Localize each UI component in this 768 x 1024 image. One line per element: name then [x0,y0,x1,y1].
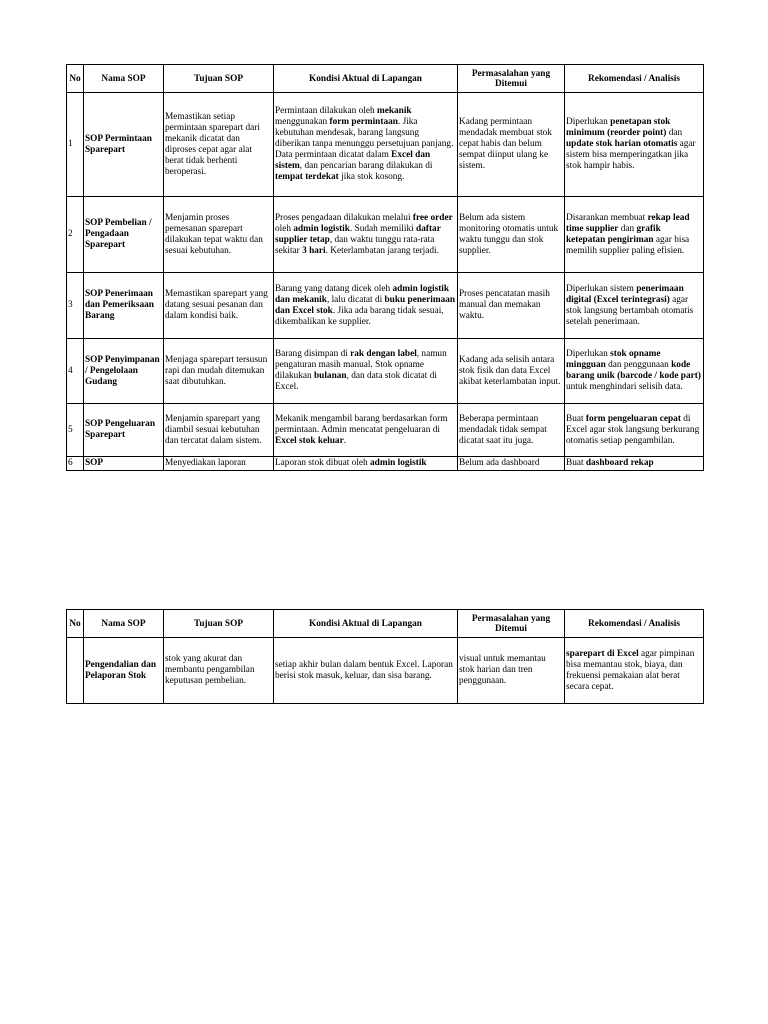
header-kondisi-aktual: Kondisi Aktual di Lapangan [274,65,458,93]
header-tujuan-sop: Tujuan SOP [164,610,274,638]
emphasis-text: mekanik [376,106,412,116]
table-row [67,197,704,273]
header-permasalahan: Permasalahan yang Ditemui [458,610,565,638]
cell-kondisi: Barang yang datang dicek oleh admin logistik dan mekanik, lalu dicatat di buku penerimaan dan Excel stok. Jika ada barang tidak sesuai, dikembalikan ke supplier. [274,273,458,339]
table-row [67,638,704,704]
cell-permasalahan: Belum ada dashboard [458,457,565,471]
cell-rekomendasi: Disarankan membuat rekap lead time supplier dan grafik ketepatan pengiriman agar bisa memilih supplier paling efisien. [565,197,704,273]
cell-kondisi: Mekanik mengambil barang berdasarkan form permintaan. Admin mencatat pengeluaran di Excel stok keluar. [274,404,458,457]
cell-nama-sop: SOP Pengeluaran Sparepart [84,404,164,457]
emphasis-text: admin logistik [293,223,350,234]
table-row [67,93,704,197]
cell-nama-sop: SOP Pembelian / Pengadaan Sparepart [84,197,164,273]
cell-tujuan: stok yang akurat dan membantu pengambilan keputusan pembelian. [164,638,274,704]
emphasis-text: free order [412,212,453,223]
cell-nama-sop: Pengendalian dan Pelaporan Stok [84,638,164,704]
cell-no: 2 [67,197,84,273]
cell-no [67,638,84,704]
cell-rekomendasi: Buat form pengeluaran cepat di Excel agar stok langsung berkurang otomatis setiap pengambilan. [565,404,704,457]
emphasis-text: form pengeluaran cepat [585,413,681,424]
header-tujuan-sop: Tujuan SOP [164,65,274,93]
cell-no: 3 [67,273,84,339]
cell-nama-sop: SOP [84,457,164,471]
header-no: No [67,610,84,638]
header-rekomendasi: Rekomendasi / Analisis [565,65,704,93]
emphasis-text: buku penerimaan dan Excel stok [275,294,456,316]
emphasis-text: sparepart di Excel [566,648,639,659]
emphasis-text: form permintaan [329,117,398,127]
cell-nama-sop: SOP Penerimaan dan Pemeriksaan Barang [84,273,164,339]
header-no: No [67,65,84,93]
emphasis-text: penerimaan digital (Excel terintegrasi) [566,283,684,305]
emphasis-text: tempat terdekat [275,172,339,182]
cell-permasalahan: Belum ada sistem monitoring otomatis untuk waktu tunggu dan stok supplier. [458,197,565,273]
header-nama-sop: Nama SOP [84,610,164,638]
emphasis-text: Excel dan sistem [275,150,431,171]
cell-permasalahan: visual untuk memantau stok harian dan tren penggunaan. [458,638,565,704]
cell-rekomendasi: Diperlukan penetapan stok minimum (reorder point) dan update stok harian otomatis agar sistem bisa memperingatkan jika stok hampir habis. [565,93,704,197]
cell-no: 6 [67,457,84,471]
table-row [67,404,704,457]
cell-kondisi: Proses pengadaan dilakukan melalui free order oleh admin logistik. Sudah memiliki daftar supplier tetap, dan waktu tunggu rata-rata sekitar 3 hari. Keterlambatan jarang terjadi. [274,197,458,273]
cell-tujuan: Menyediakan laporan [164,457,274,471]
emphasis-text: daftar supplier tetap [275,223,441,245]
cell-no: 4 [67,339,84,404]
cell-rekomendasi: Diperlukan stok opname mingguan dan penggunaan kode barang unik (barcode / kode part) untuk menghindari selisih data. [565,339,704,404]
cell-rekomendasi: Diperlukan sistem penerimaan digital (Excel terintegrasi) agar stok langsung bertambah otomatis setelah penerimaan. [565,273,704,339]
emphasis-text: penetapan stok minimum (reorder point) [566,117,671,138]
cell-tujuan: Menjaga sparepart tersusun rapi dan mudah ditemukan saat dibutuhkan. [164,339,274,404]
table-row [67,273,704,339]
emphasis-text: dashboard rekap [585,458,654,468]
emphasis-text: grafik ketepatan pengiriman [566,223,661,245]
cell-permasalahan: Beberapa permintaan mendadak tidak sempat dicatat saat itu juga. [458,404,565,457]
cell-tujuan: Menjamin sparepart yang diambil sesuai kebutuhan dan tercatat dalam sistem. [164,404,274,457]
emphasis-text: bulanan [314,371,347,381]
emphasis-text: Excel stok keluar [275,435,344,446]
cell-permasalahan: Kadang permintaan mendadak membuat stok cepat habis dan belum sempat diinput ulang ke sistem. [458,93,565,197]
table-header-row [67,65,704,93]
emphasis-text: admin logistik [370,458,427,468]
cell-kondisi: Barang disimpan di rak dengan label, namun pengaturan masih manual. Stok opname dilakukan bulanan, dan data stok dicatat di Excel. [274,339,458,404]
cell-tujuan: Memastikan setiap permintaan sparepart dari mekanik dicatat dan diproses cepat agar alat berat tidak berhenti beroperasi. [164,93,274,197]
cell-kondisi: Laporan stok dibuat oleh admin logistik [274,457,458,471]
cell-no: 5 [67,404,84,457]
header-kondisi-aktual: Kondisi Aktual di Lapangan [274,610,458,638]
emphasis-text: stok opname mingguan [566,349,661,370]
cell-no: 1 [67,93,84,197]
cell-rekomendasi: sparepart di Excel agar pimpinan bisa memantau stok, biaya, dan frekuensi pemakaian alat berat secara cepat. [565,638,704,704]
header-nama-sop: Nama SOP [84,65,164,93]
cell-nama-sop: SOP Penyimpanan / Pengelolaan Gudang [84,339,164,404]
header-permasalahan: Permasalahan yang Ditemui [458,65,565,93]
emphasis-text: rekap lead time supplier [566,212,690,234]
cell-permasalahan: Proses pencatatan masih manual dan memakan waktu. [458,273,565,339]
cell-kondisi: Permintaan dilakukan oleh mekanik menggunakan form permintaan. Jika kebutuhan mendesak, barang langsung diberikan tanpa menunggu persetujuan panjang. Data permintaan dicatat dalam Excel dan sistem, dan pencarian barang dilakukan di tempat terdekat jika stok kosong. [274,93,458,197]
emphasis-text: 3 hari [302,245,326,256]
cell-tujuan: Memastikan sparepart yang datang sesuai pesanan dan dalam kondisi baik. [164,273,274,339]
emphasis-text: kode barang unik (barcode / kode part) [566,360,701,381]
cell-kondisi: setiap akhir bulan dalam bentuk Excel. Laporan berisi stok masuk, keluar, dan sisa barang. [274,638,458,704]
emphasis-text: update stok harian otomatis [566,139,678,149]
sop-table-page-1 [66,64,704,471]
cell-tujuan: Menjamin proses pemesanan sparepart dilakukan tepat waktu dan sesuai kebutuhan. [164,197,274,273]
table-row [67,457,704,471]
cell-nama-sop: SOP Permintaan Sparepart [84,93,164,197]
emphasis-text: rak dengan label [350,349,417,359]
header-rekomendasi: Rekomendasi / Analisis [565,610,704,638]
table-header-row [67,610,704,638]
sop-table-page-2 [66,609,704,704]
emphasis-text: admin logistik dan mekanik [275,283,450,305]
table-row [67,339,704,404]
cell-permasalahan: Kadang ada selisih antara stok fisik dan data Excel akibat keterlambatan input. [458,339,565,404]
cell-rekomendasi: Buat dashboard rekap [565,457,704,471]
